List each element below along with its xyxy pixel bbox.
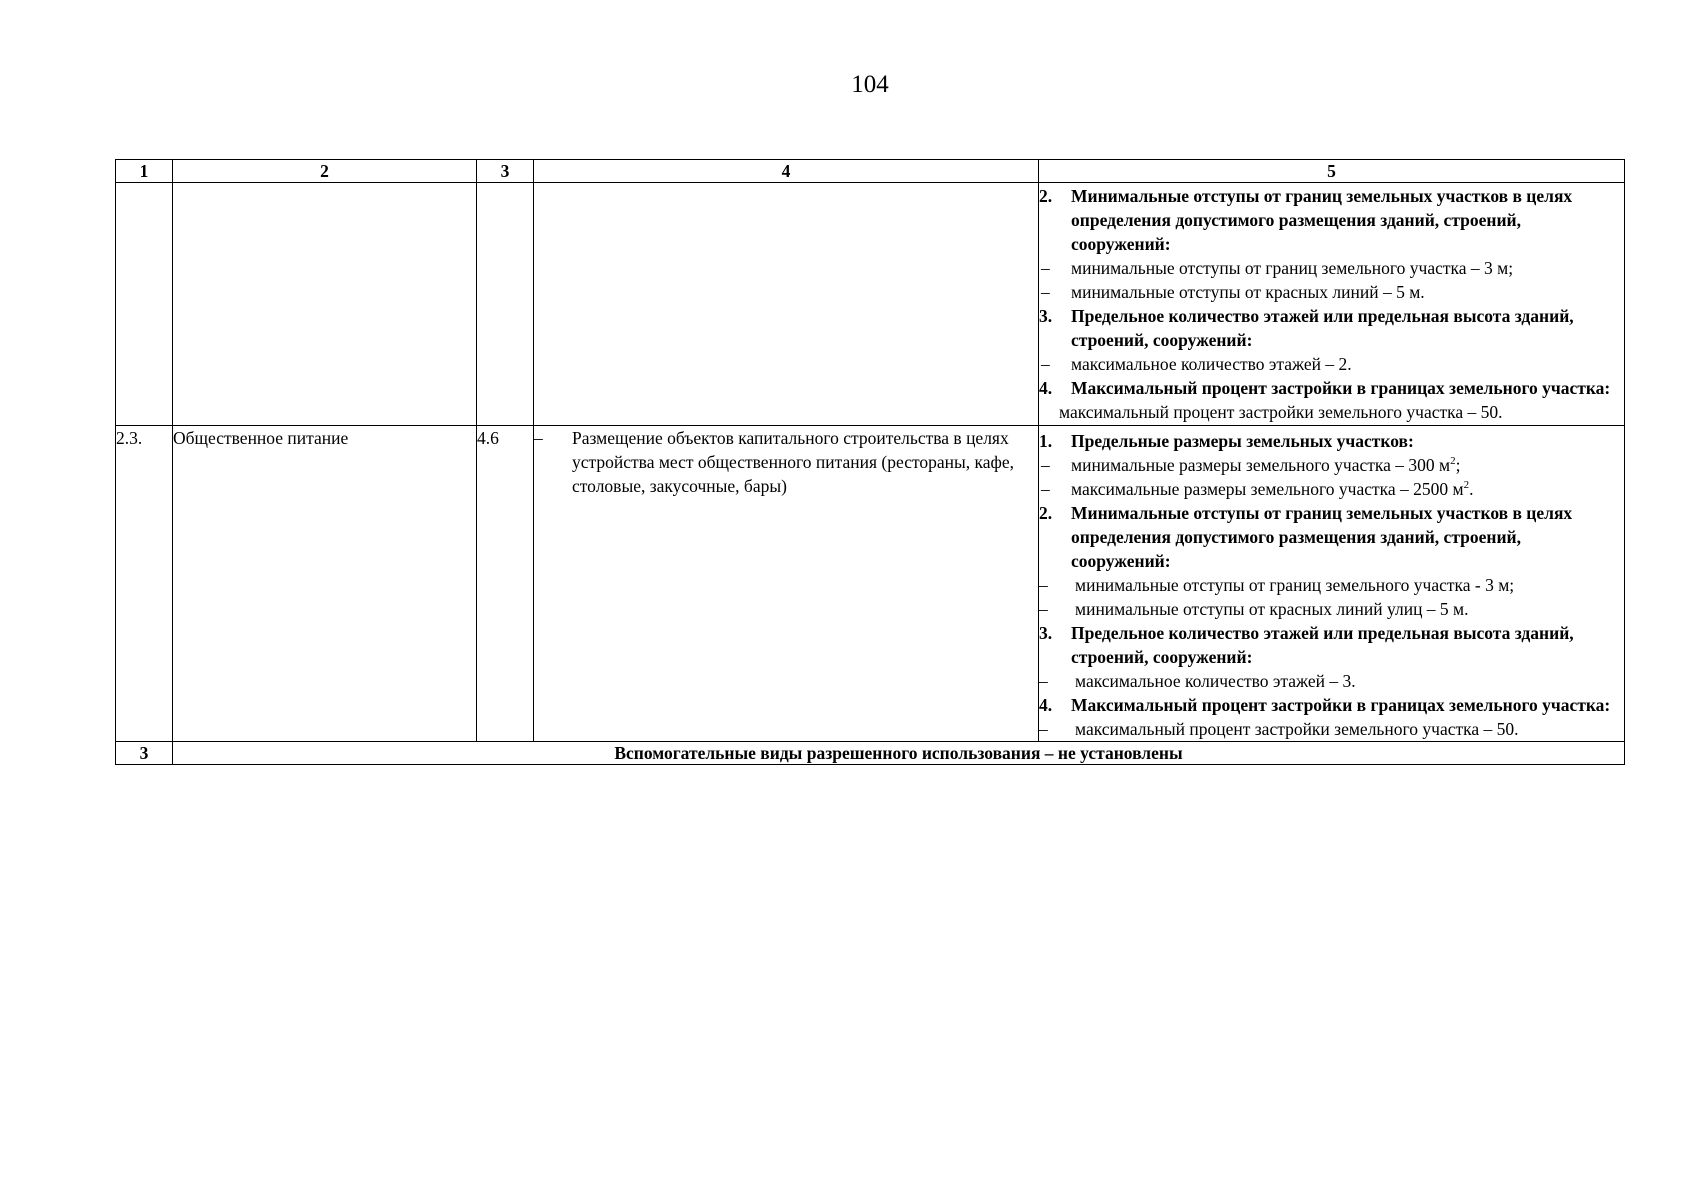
table-row [116,426,1625,742]
superscript: 2 [1463,479,1470,492]
dash-marker: – [1041,479,1050,499]
list-item [1039,280,1624,304]
row1-name-cell [173,183,477,426]
dash-marker: – [534,428,543,448]
param-title: Минимальные отступы от границ земельных участков в целях определения допустимого размещения зданий, строений, сооружений: [1071,503,1573,571]
param-number: 4. [1039,695,1053,715]
param-item-text: максимальное количество этажей – 2. [1071,354,1352,374]
dash-marker: – [1041,455,1050,475]
param-item-text: максимальное количество этажей – 3. [1075,671,1356,691]
header-col-5: 5 [1039,160,1625,183]
header-col-3: 3 [477,160,534,183]
dash-marker: – [1041,258,1050,278]
param-title: Максимальный процент застройки в границах земельного участка: [1071,695,1611,715]
param-item-wrap [1071,453,1460,477]
item-suffix: ; [1455,455,1461,475]
desc-list-item [534,426,1038,498]
dash-marker: – [1039,575,1048,595]
table-row [116,183,1625,426]
item-suffix: . [1469,479,1474,499]
param-item-text: минимальные размеры земельного участка – 300 м [1071,455,1451,475]
param-title: Предельное количество этажей или предельная высота зданий, строений, сооружений: [1071,623,1574,667]
list-item [1039,352,1624,376]
param-number: 3. [1039,623,1053,643]
param-number: 2. [1039,186,1053,206]
param-item-text: минимальные отступы от границ земельного участка – 3 м; [1071,258,1514,278]
row2-code-cell: 4.6 [477,426,534,742]
param-item-text: минимальные отступы от красных линий – 5 м. [1071,282,1425,302]
footer-num-cell: 3 [116,742,173,765]
param-number: 4. [1039,378,1053,398]
row2-params-cell [1039,426,1625,742]
param-heading [1039,184,1624,256]
dash-marker: – [1039,599,1048,619]
zoning-table [115,159,1625,765]
param-title: Предельные размеры земельных участков: [1071,431,1414,451]
param-item-text: максимальные размеры земельного участка – 2500 м [1071,479,1464,499]
dash-marker: – [1039,671,1048,691]
param-heading [1039,376,1624,400]
header-col-1: 1 [116,160,173,183]
param-item-wrap [1071,477,1473,501]
dash-marker: – [1039,719,1048,739]
desc-text: Размещение объектов капитального строительства в целях устройства мест общественного питания (рестораны, кафе, столовые, закусочные, бары) [572,428,1015,496]
row2-num-cell: 2.3. [116,426,173,742]
param-number: 2. [1039,503,1053,523]
dash-marker: – [1041,354,1050,374]
page-number: 104 [851,71,889,98]
param-plain-text: максимальный процент застройки земельного участка – 50. [1059,402,1503,422]
list-item [1039,717,1624,741]
row2-desc-cell [534,426,1039,742]
footer-text-cell: Вспомогательные виды разрешенного использования – не установлены [173,742,1625,765]
header-col-2: 2 [173,160,477,183]
row1-code-cell [477,183,534,426]
param-number: 3. [1039,306,1053,326]
table-footer-row [116,742,1625,765]
row2-name-cell: Общественное питание [173,426,477,742]
param-title: Максимальный процент застройки в границах земельного участка: [1071,378,1611,398]
row1-num-cell [116,183,173,426]
param-heading [1039,501,1624,573]
list-item [1039,597,1624,621]
param-number: 1. [1039,431,1053,451]
param-title: Минимальные отступы от границ земельных участков в целях определения допустимого размещения зданий, строений, сооружений: [1071,186,1573,254]
param-item-text: минимальные отступы от красных линий улиц – 5 м. [1075,599,1469,619]
table-header-row [116,160,1625,183]
superscript: 2 [1450,455,1456,468]
row1-params-cell [1039,183,1625,426]
param-item-text: максимальный процент застройки земельного участка – 50. [1075,719,1519,739]
list-item [1039,256,1624,280]
param-title: Предельное количество этажей или предельная высота зданий, строений, сооружений: [1071,306,1574,350]
list-item [1039,669,1624,693]
header-col-4: 4 [534,160,1039,183]
dash-marker: – [1041,282,1050,302]
list-item [1039,453,1624,477]
param-heading [1039,429,1624,453]
param-item-text: минимальные отступы от границ земельного участка - 3 м; [1075,575,1515,595]
list-item [1039,477,1624,501]
param-heading [1039,304,1624,352]
list-item [1039,573,1624,597]
param-heading [1039,693,1624,717]
param-heading [1039,621,1624,669]
row1-desc-cell [534,183,1039,426]
